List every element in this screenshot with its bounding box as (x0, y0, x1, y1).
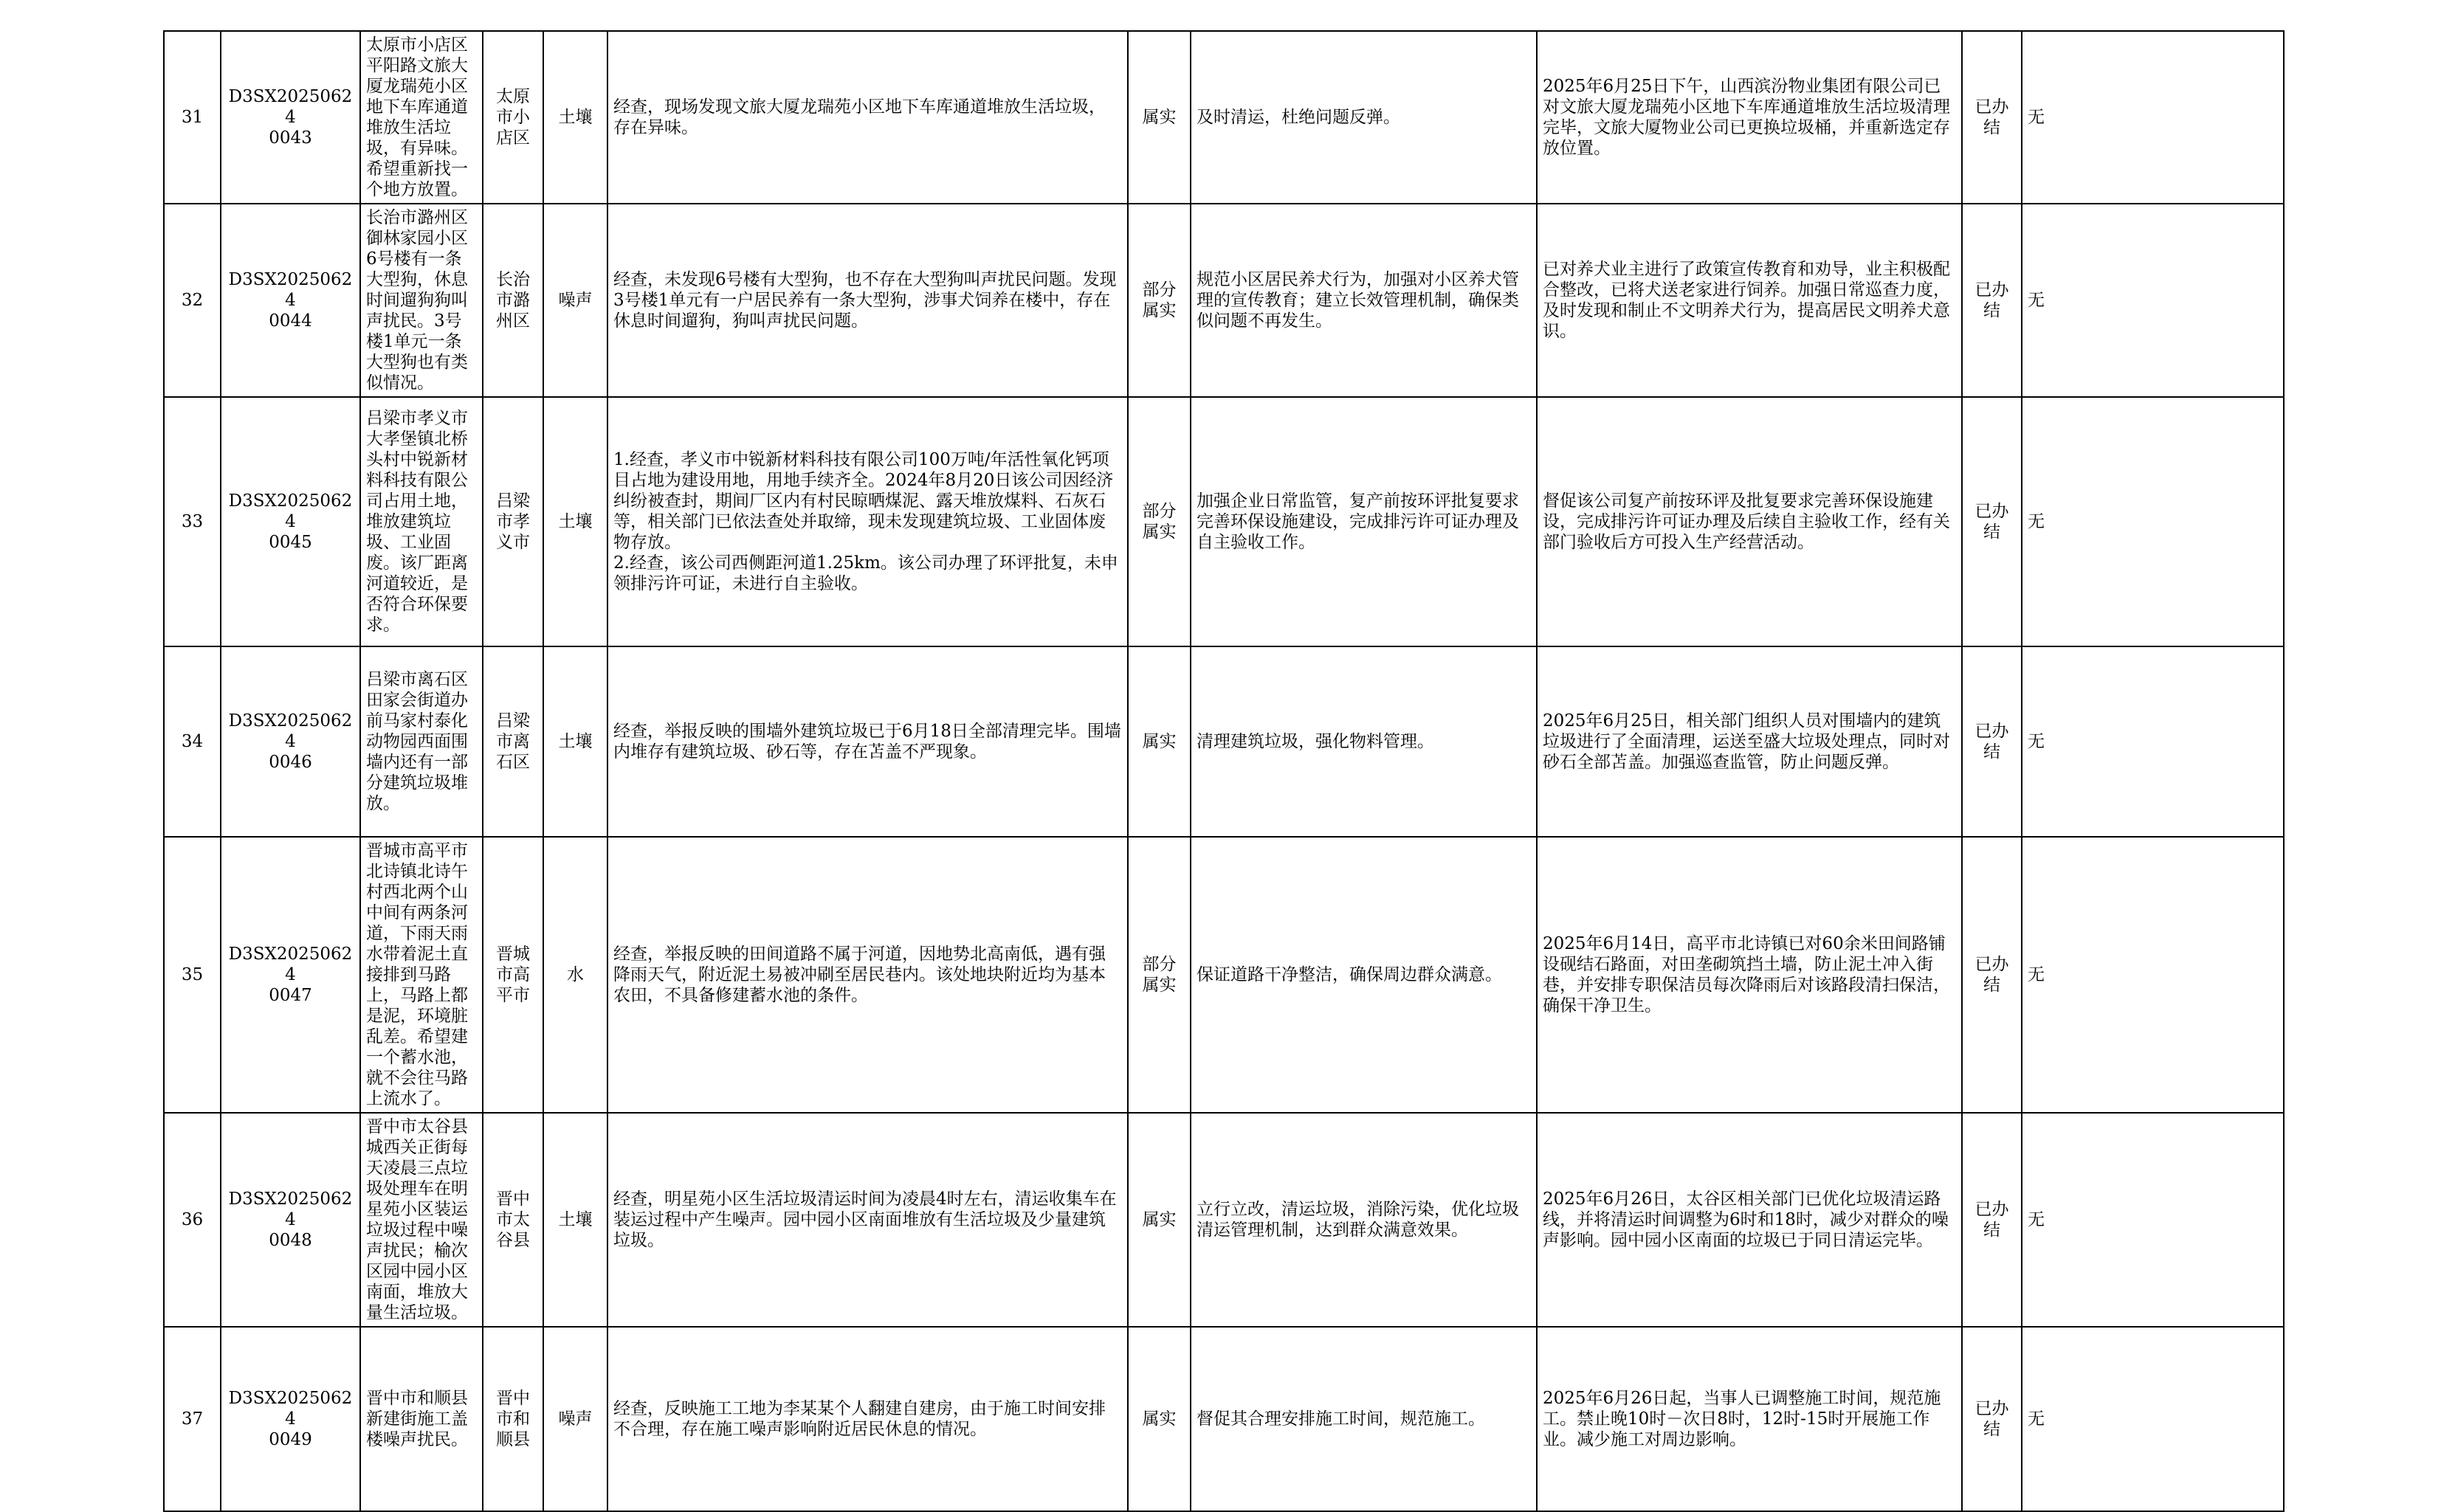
remark: 无 (2022, 1327, 2284, 1511)
row-number: 31 (164, 31, 221, 204)
handling-opinion: 立行立改，清运垃圾，消除污染，优化垃圾清运管理机制，达到群众满意效果。 (1191, 1113, 1537, 1327)
table-row (164, 1327, 2284, 1511)
remark: 无 (2022, 204, 2284, 397)
complaint-content: 吕梁市孝义市大孝堡镇北桥头村中锐新材料科技有限公司占用土地，堆放建筑垃圾、工业固废。该厂距离河道较近，是否符合环保要求。 (360, 397, 483, 646)
case-id: D3SX20250624 0043 (221, 31, 360, 204)
case-id: D3SX20250624 0044 (221, 204, 360, 397)
case-id: D3SX20250624 0045 (221, 397, 360, 646)
pollution-type: 噪声 (543, 204, 607, 397)
table-body (164, 31, 2284, 1511)
row-number: 37 (164, 1327, 221, 1511)
administrative-area: 太原 市小 店区 (483, 31, 543, 204)
investigation-finding: 经查，现场发现文旅大厦龙瑞苑小区地下车库通道堆放生活垃圾，存在异味。 (607, 31, 1128, 204)
table-row (164, 646, 2284, 837)
verification-result: 属实 (1128, 646, 1191, 837)
verification-result: 部分 属实 (1128, 397, 1191, 646)
pollution-type: 水 (543, 837, 607, 1113)
pollution-type: 土壤 (543, 1113, 607, 1327)
case-status: 已办 结 (1962, 1113, 2022, 1327)
table-row (164, 1113, 2284, 1327)
complaint-content: 太原市小店区平阳路文旅大厦龙瑞苑小区地下车库通道堆放生活垃圾，有异味。希望重新找一个地方放置。 (360, 31, 483, 204)
complaint-content: 晋中市太谷县城西关正街每天凌晨三点垃圾处理车在明星苑小区装运垃圾过程中噪声扰民；榆次区园中园小区南面，堆放大量生活垃圾。 (360, 1113, 483, 1327)
investigation-finding: 1.经查，孝义市中锐新材料科技有限公司100万吨/年活性氧化钙项目占地为建设用地，用地手续齐全。2024年8月20日该公司因经济纠纷被查封，期间厂区内有村民晾晒煤泥、露天堆放煤料、石灰石等，相关部门已依法查处并取缔，现未发现建筑垃圾、工业固体废物存放。 2.经查，该公司西侧距河道1.25km。该公司办理了环评批复，未申领排污许可证，未进行自主验收。 (607, 397, 1128, 646)
case-status: 已办 结 (1962, 837, 2022, 1113)
verification-result: 部分 属实 (1128, 837, 1191, 1113)
case-status: 已办 结 (1962, 1327, 2022, 1511)
pollution-type: 土壤 (543, 31, 607, 204)
administrative-area: 晋中 市太 谷县 (483, 1113, 543, 1327)
investigation-finding: 经查，未发现6号楼有大型狗，也不存在大型狗叫声扰民问题。发现3号楼1单元有一户居民养有一条大型狗，涉事犬饲养在楼中，存在休息时间遛狗，狗叫声扰民问题。 (607, 204, 1128, 397)
investigation-finding: 经查，反映施工工地为李某某个人翻建自建房，由于施工时间安排不合理，存在施工噪声影响附近居民休息的情况。 (607, 1327, 1128, 1511)
investigation-finding: 经查，明星苑小区生活垃圾清运时间为凌晨4时左右，清运收集车在装运过程中产生噪声。园中园小区南面堆放有生活垃圾及少量建筑垃圾。 (607, 1113, 1128, 1327)
case-status: 已办 结 (1962, 646, 2022, 837)
rectification-result: 2025年6月14日，高平市北诗镇已对60余米田间路铺设砚结石路面，对田垄砌筑挡土墙，防止泥土冲入街巷，并安排专职保洁员每次降雨后对该路段清扫保洁，确保干净卫生。 (1537, 837, 1962, 1113)
investigation-finding: 经查，举报反映的围墙外建筑垃圾已于6月18日全部清理完毕。围墙内堆存有建筑垃圾、砂石等，存在苫盖不严现象。 (607, 646, 1128, 837)
table-row (164, 837, 2284, 1113)
rectification-result: 2025年6月25日，相关部门组织人员对围墙内的建筑垃圾进行了全面清理，运送至盛大垃圾处理点，同时对砂石全部苫盖。加强巡查监管，防止问题反弹。 (1537, 646, 1962, 837)
remark: 无 (2022, 1113, 2284, 1327)
remark: 无 (2022, 397, 2284, 646)
rectification-result: 已对养犬业主进行了政策宣传教育和劝导，业主积极配合整改，已将犬送老家进行饲养。加强日常巡查力度，及时发现和制止不文明养犬行为，提高居民文明养犬意识。 (1537, 204, 1962, 397)
remark: 无 (2022, 646, 2284, 837)
administrative-area: 吕梁 市离 石区 (483, 646, 543, 837)
pollution-type: 土壤 (543, 397, 607, 646)
table-row (164, 397, 2284, 646)
pollution-type: 土壤 (543, 646, 607, 837)
rectification-result: 2025年6月25日下午，山西滨汾物业集团有限公司已对文旅大厦龙瑞苑小区地下车库通道堆放生活垃圾清理完毕，文旅大厦物业公司已更换垃圾桶，并重新选定存放位置。 (1537, 31, 1962, 204)
case-id: D3SX20250624 0048 (221, 1113, 360, 1327)
row-number: 34 (164, 646, 221, 837)
rectification-result: 2025年6月26日起，当事人已调整施工时间，规范施工。禁止晚10时－次日8时，12时-15时开展施工作业。减少施工对周边影响。 (1537, 1327, 1962, 1511)
row-number: 32 (164, 204, 221, 397)
remark: 无 (2022, 31, 2284, 204)
verification-result: 属实 (1128, 31, 1191, 204)
table-row (164, 31, 2284, 204)
table-row (164, 204, 2284, 397)
case-id: D3SX20250624 0047 (221, 837, 360, 1113)
row-number: 36 (164, 1113, 221, 1327)
handling-opinion: 规范小区居民养犬行为，加强对小区养犬管理的宣传教育；建立长效管理机制，确保类似问题不再发生。 (1191, 204, 1537, 397)
complaint-content: 晋中市和顺县新建街施工盖楼噪声扰民。 (360, 1327, 483, 1511)
row-number: 35 (164, 837, 221, 1113)
complaint-content: 晋城市高平市北诗镇北诗午村西北两个山中间有两条河道，下雨天雨水带着泥土直接排到马路上，马路上都是泥，环境脏乱差。希望建一个蓄水池，就不会往马路上流水了。 (360, 837, 483, 1113)
row-number: 33 (164, 397, 221, 646)
case-status: 已办 结 (1962, 204, 2022, 397)
complaint-content: 吕梁市离石区田家会街道办前马家村泰化动物园西面围墙内还有一部分建筑垃圾堆放。 (360, 646, 483, 837)
rectification-result: 2025年6月26日，太谷区相关部门已优化垃圾清运路线，并将清运时间调整为6时和18时，减少对群众的噪声影响。园中园小区南面的垃圾已于同日清运完毕。 (1537, 1113, 1962, 1327)
administrative-area: 晋城 市高 平市 (483, 837, 543, 1113)
case-id: D3SX20250624 0049 (221, 1327, 360, 1511)
pollution-type: 噪声 (543, 1327, 607, 1511)
handling-opinion: 加强企业日常监管，复产前按环评批复要求完善环保设施建设，完成排污许可证办理及自主验收工作。 (1191, 397, 1537, 646)
investigation-finding: 经查，举报反映的田间道路不属于河道，因地势北高南低，遇有强降雨天气，附近泥土易被冲刷至居民巷内。该处地块附近均为基本农田，不具备修建蓄水池的条件。 (607, 837, 1128, 1113)
case-status: 已办 结 (1962, 31, 2022, 204)
administrative-area: 吕梁 市孝 义市 (483, 397, 543, 646)
handling-opinion: 督促其合理安排施工时间，规范施工。 (1191, 1327, 1537, 1511)
complaint-table (163, 30, 2285, 1512)
administrative-area: 长治 市潞 州区 (483, 204, 543, 397)
case-id: D3SX20250624 0046 (221, 646, 360, 837)
handling-opinion: 保证道路干净整洁，确保周边群众满意。 (1191, 837, 1537, 1113)
administrative-area: 晋中 市和 顺县 (483, 1327, 543, 1511)
case-status: 已办 结 (1962, 397, 2022, 646)
rectification-result: 督促该公司复产前按环评及批复要求完善环保设施建设，完成排污许可证办理及后续自主验收工作，经有关部门验收后方可投入生产经营活动。 (1537, 397, 1962, 646)
verification-result: 属实 (1128, 1113, 1191, 1327)
handling-opinion: 清理建筑垃圾，强化物料管理。 (1191, 646, 1537, 837)
verification-result: 属实 (1128, 1327, 1191, 1511)
handling-opinion: 及时清运，杜绝问题反弹。 (1191, 31, 1537, 204)
complaint-content: 长治市潞州区御林家园小区6号楼有一条大型狗，休息时间遛狗狗叫声扰民。3号楼1单元一条大型狗也有类似情况。 (360, 204, 483, 397)
remark: 无 (2022, 837, 2284, 1113)
verification-result: 部分 属实 (1128, 204, 1191, 397)
